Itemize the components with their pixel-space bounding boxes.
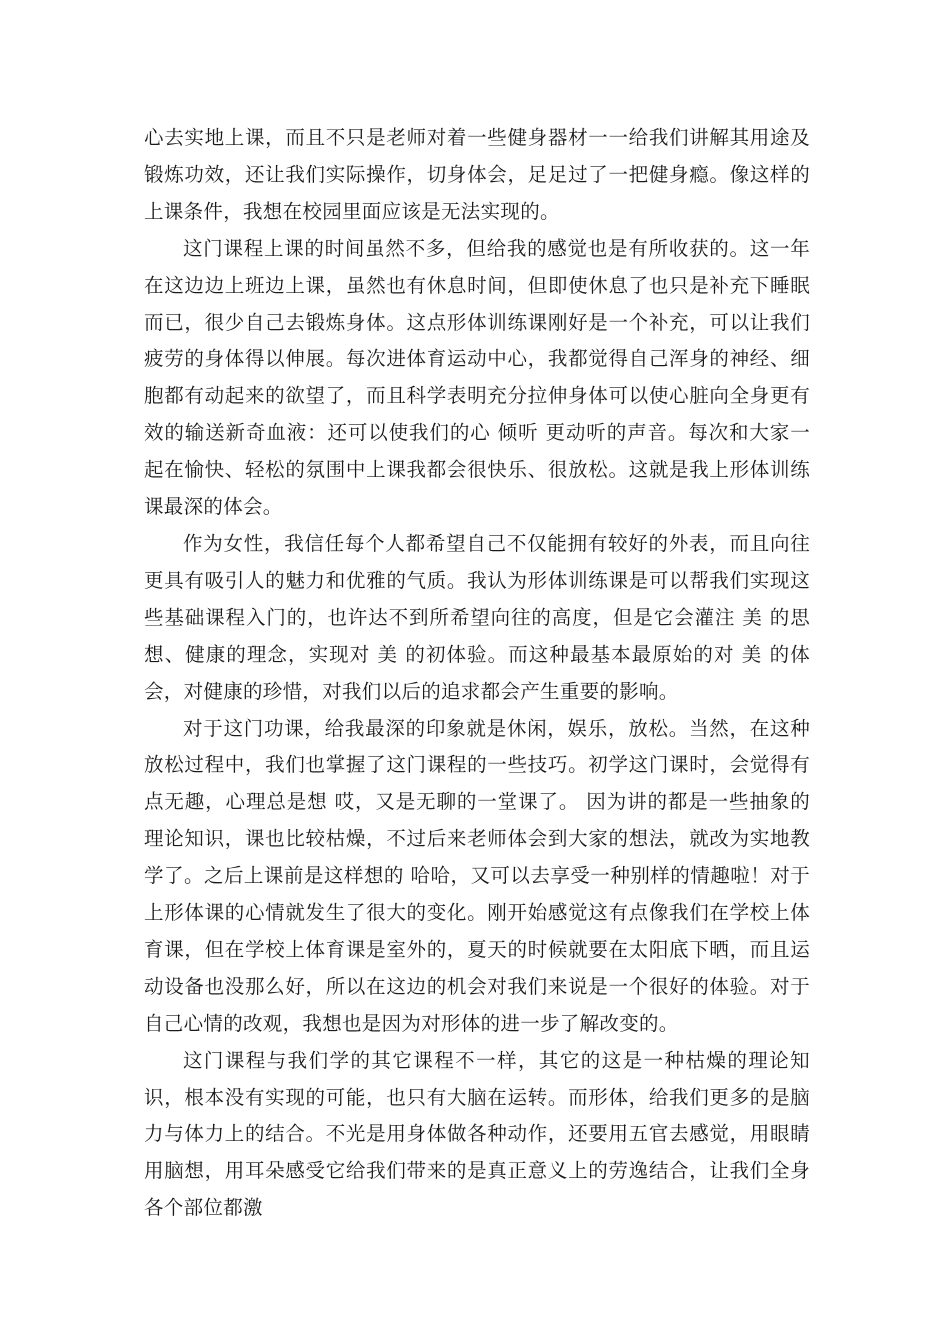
paragraph-5: 这门课程与我们学的其它课程不一样，其它的这是一种枯燥的理论知识，根本没有实现的可能，也只有大脑在运转。而形体，给我们更多的是脑力与体力上的结合。不光是用身体做各种动作，还要用五官去感觉，用眼睛用脑想，用耳朵感受它给我们带来的是真正意义上的劳逸结合，让我们全身各个部位都激	[144, 1048, 810, 1220]
paragraph-4: 对于这门功课，给我最深的印象就是休闲，娱乐，放松。当然，在这种放松过程中，我们也掌握了这门课程的一些技巧。初学这门课时，会觉得有点无趣，心理总是想 哎，又是无聊的一堂课了。 因为讲的都是一些抽象的理论知识，课也比较枯燥，不过后来老师体会到大家的想法，就改为实地教学了。之后上课前是这样想的 哈哈，又可以去享受一种别样的情趣啦！对于上形体课的心情就发生了很大的变化。刚开始感觉这有点像我们在学校上体育课，但在学校上体育课是室外的，夏天的时候就要在太阳底下晒，而且运动设备也没那么好，所以在这边的机会对我们来说是一个很好的体验。对于自己心情的改观，我想也是因为对形体的进一步了解改变的。	[144, 716, 810, 1035]
paragraph-1: 心去实地上课，而且不只是老师对着一些健身器材一一给我们讲解其用途及锻炼功效，还让我们实际操作，切身体会，足足过了一把健身瘾。像这样的上课条件，我想在校园里面应该是无法实现的。	[144, 126, 810, 223]
paragraph-3: 作为女性，我信任每个人都希望自己不仅能拥有较好的外表，而且向往更具有吸引人的魅力和优雅的气质。我认为形体训练课是可以帮我们实现这些基础课程入门的，也许达不到所希望向往的高度，但是它会灌注 美 的思想、健康的理念，实现对 美 的初体验。而这种最基本最原始的对 美 的体会，对健康的珍惜，对我们以后的追求都会产生重要的影响。	[144, 531, 810, 703]
body-text	[144, 120, 810, 1227]
paragraph-2: 这门课程上课的时间虽然不多，但给我的感觉也是有所收获的。这一年在这边边上班边上课，虽然也有休息时间，但即使休息了也只是补充下睡眠而已，很少自己去锻炼身体。这点形体训练课刚好是一个补充，可以让我们疲劳的身体得以伸展。每次进体育运动中心，我都觉得自己浑身的神经、细胞都有动起来的欲望了，而且科学表明充分拉伸身体可以使心脏向全身更有效的输送新奇血液：还可以使我们的心 倾听 更动听的声音。每次和大家一起在愉快、轻松的氛围中上课我都会很快乐、很放松。这就是我上形体训练课最深的体会。	[144, 236, 810, 519]
